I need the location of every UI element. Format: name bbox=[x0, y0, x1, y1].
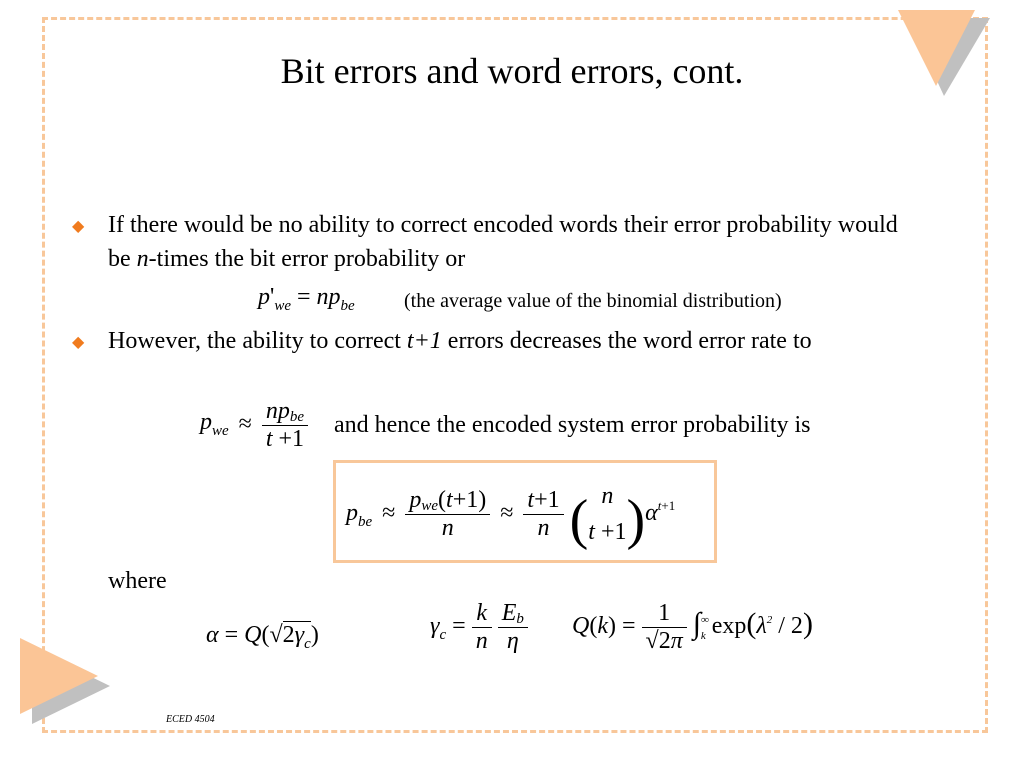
equation-bit-error-coded: $p_{be}$ ≈ $\frac{\text{pwe(t+1)}}{n}$ ≈ $\frac{t+1}{n}$ ( n t +1 )$\alpha^{t+1}$ bbox=[346, 483, 676, 551]
bullet-2-italic: t+1 bbox=[406, 328, 442, 354]
slide-footer: ECED 4504 bbox=[166, 714, 215, 725]
equation-gamma: $\gamma_c$ = $\frac{k}{n}$ $\frac{Eb}{\eta}$ bbox=[430, 600, 528, 655]
bullet-1-italic: n bbox=[136, 246, 149, 272]
bullet-2-text-before: However, the ability to correct bbox=[108, 328, 407, 354]
diamond-bullet-icon: ◆ bbox=[72, 218, 85, 235]
where-label: where bbox=[108, 568, 167, 594]
equation-alpha: $\alpha = Q(√2\gamma_c)$ bbox=[206, 622, 319, 652]
bullet-1-text-before: If there would be no ability to correct encoded words their error probability would be bbox=[108, 212, 898, 272]
bullet-1-text-after: -times the bit error probability or bbox=[148, 246, 466, 272]
binomial-note: (the average value of the binomial distribution) bbox=[404, 290, 782, 312]
hence-note: and hence the encoded system error probability is bbox=[334, 412, 811, 438]
equation-word-error-uncoded: $p'_{we} = np_{be}$ bbox=[258, 284, 355, 314]
slide-title: Bit errors and word errors, cont. bbox=[280, 51, 744, 91]
bullet-2-text-after: errors decreases the word error rate to bbox=[441, 328, 812, 354]
equation-q-function: Q(k) = $\frac{1}{√2\pi}$ $\int^\infty_k$ $\exp(\lambda^2 / 2)$ bbox=[572, 600, 813, 654]
bullet-2-text bbox=[108, 324, 918, 358]
diamond-bullet-icon: ◆ bbox=[72, 334, 85, 351]
equation-word-error-coded: $p_{we}$ ≈ $\frac{\text{npbe}}{t +1}$ bbox=[200, 398, 308, 453]
bullet-1-text bbox=[108, 208, 908, 276]
